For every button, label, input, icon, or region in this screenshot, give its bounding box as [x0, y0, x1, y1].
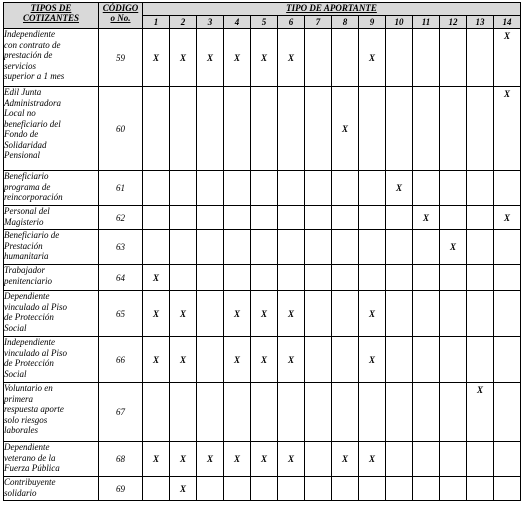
- aportante-empty-cell: [224, 383, 251, 442]
- aportante-empty-cell: [494, 442, 521, 477]
- aportante-empty-cell: [413, 291, 440, 337]
- cotizante-type-line: vinculado al Piso: [4, 301, 67, 312]
- code-cell: 59: [99, 29, 143, 87]
- aportante-empty-cell: [413, 383, 440, 442]
- aportante-empty-cell: [467, 337, 494, 383]
- aportante-empty-cell: [359, 171, 386, 206]
- aportante-column-header: 10: [386, 16, 413, 29]
- cotizante-type-line: programa de: [4, 181, 51, 192]
- cotizante-type-cell: [4, 171, 99, 206]
- aportante-empty-cell: [386, 206, 413, 230]
- cotizante-type-cell: [4, 291, 99, 337]
- aportante-mark-x: X: [251, 29, 278, 87]
- aportante-empty-cell: [467, 29, 494, 87]
- aportante-empty-cell: [143, 171, 170, 206]
- code-cell: 64: [99, 265, 143, 291]
- aportante-empty-cell: [413, 265, 440, 291]
- cotizante-type-line: Beneficiario: [4, 171, 49, 181]
- cotizante-type-line: solidario: [4, 487, 37, 498]
- code-cell: 61: [99, 171, 143, 206]
- aportante-empty-cell: [359, 230, 386, 265]
- code-cell: 69: [99, 477, 143, 501]
- code-cell: 68: [99, 442, 143, 477]
- aportante-empty-cell: [440, 171, 467, 206]
- cotizante-type-line: servicios: [4, 60, 36, 71]
- aportante-mark-x: X: [143, 265, 170, 291]
- aportante-empty-cell: [359, 477, 386, 501]
- cotizante-type-line: Local no: [4, 108, 36, 118]
- aportante-column-header: 9: [359, 16, 386, 29]
- aportante-empty-cell: [332, 337, 359, 383]
- cotizantes-table: [3, 2, 521, 501]
- aportante-empty-cell: [494, 265, 521, 291]
- aportante-empty-cell: [197, 171, 224, 206]
- aportante-mark-x: X: [224, 442, 251, 477]
- aportante-empty-cell: [305, 87, 332, 171]
- cotizante-type-cell: [4, 87, 99, 171]
- aportante-column-header: 14: [494, 16, 521, 29]
- cotizante-type-line: Fuerza Pública: [4, 463, 60, 473]
- cotizante-type-line: primera: [4, 393, 33, 404]
- aportante-empty-cell: [413, 230, 440, 265]
- table-header: [4, 3, 521, 29]
- aportante-empty-cell: [305, 383, 332, 442]
- aportante-empty-cell: [440, 206, 467, 230]
- cotizante-type-line: Trabajador: [4, 265, 46, 275]
- aportante-empty-cell: [494, 383, 521, 442]
- aportante-mark-x: X: [143, 337, 170, 383]
- aportante-empty-cell: [359, 265, 386, 291]
- aportante-column-header: 2: [170, 16, 197, 29]
- aportante-mark-x: X: [143, 291, 170, 337]
- code-cell: 67: [99, 383, 143, 442]
- cotizante-type-line: Personal del: [4, 206, 50, 216]
- aportante-empty-cell: [467, 265, 494, 291]
- aportante-empty-cell: [332, 477, 359, 501]
- aportante-empty-cell: [332, 171, 359, 206]
- table-row: [4, 337, 521, 383]
- aportante-empty-cell: [332, 291, 359, 337]
- aportante-empty-cell: [143, 477, 170, 501]
- aportante-empty-cell: [413, 442, 440, 477]
- tipos-header-line1: TIPOS DE: [30, 3, 72, 13]
- cotizante-type-cell: [4, 265, 99, 291]
- cotizante-type-line: Solidaridad: [4, 139, 47, 150]
- aportante-empty-cell: [332, 265, 359, 291]
- cotizante-type-line: Beneficiario de: [4, 230, 60, 240]
- table-row: [4, 230, 521, 265]
- aportante-empty-cell: [440, 442, 467, 477]
- cotizante-type-cell: [4, 29, 99, 87]
- aportante-empty-cell: [224, 87, 251, 171]
- aportante-column-header: 4: [224, 16, 251, 29]
- aportante-mark-x: X: [170, 337, 197, 383]
- cotizante-type-line: veterano de la: [4, 452, 56, 463]
- cotizante-type-line: Voluntario en: [4, 383, 53, 393]
- aportante-empty-cell: [170, 265, 197, 291]
- aportante-empty-cell: [386, 383, 413, 442]
- cotizante-type-line: respuesta aporte: [4, 404, 64, 414]
- aportante-empty-cell: [413, 477, 440, 501]
- aportante-empty-cell: [494, 230, 521, 265]
- aportante-mark-x: X: [494, 206, 521, 230]
- aportante-empty-cell: [332, 206, 359, 230]
- table-row: [4, 206, 521, 230]
- aportante-empty-cell: [278, 87, 305, 171]
- aportante-mark-x: X: [170, 29, 197, 87]
- aportante-empty-cell: [251, 87, 278, 171]
- cotizante-type-line: laborales: [4, 425, 39, 435]
- aportante-mark-x: X: [170, 442, 197, 477]
- aportante-mark-x: X: [170, 291, 197, 337]
- aportante-empty-cell: [467, 87, 494, 171]
- aportante-mark-x: X: [143, 29, 170, 87]
- table-row: [4, 383, 521, 442]
- aportante-empty-cell: [305, 442, 332, 477]
- aportante-column-header: 1: [143, 16, 170, 29]
- aportante-empty-cell: [386, 442, 413, 477]
- cotizante-type-line: penitenciario: [4, 275, 52, 286]
- cotizante-type-line: prestación de: [4, 50, 53, 60]
- cotizante-type-line: solo riesgos: [4, 414, 48, 425]
- aportante-column-header: 7: [305, 16, 332, 29]
- aportante-empty-cell: [251, 230, 278, 265]
- aportante-empty-cell: [305, 265, 332, 291]
- cotizante-type-line: Pensional: [4, 150, 40, 160]
- code-cell: 62: [99, 206, 143, 230]
- aportante-empty-cell: [170, 383, 197, 442]
- aportante-empty-cell: [197, 477, 224, 501]
- aportante-empty-cell: [224, 171, 251, 206]
- aportante-empty-cell: [386, 230, 413, 265]
- aportante-mark-x: X: [359, 337, 386, 383]
- aportante-empty-cell: [386, 265, 413, 291]
- aportante-mark-x: X: [359, 442, 386, 477]
- aportante-mark-x: X: [224, 337, 251, 383]
- aportante-mark-x: X: [224, 29, 251, 87]
- aportante-mark-x: X: [278, 29, 305, 87]
- aportante-mark-x: X: [386, 171, 413, 206]
- aportante-empty-cell: [467, 477, 494, 501]
- aportante-mark-x: X: [278, 337, 305, 383]
- aportante-mark-x: X: [170, 477, 197, 501]
- aportante-empty-cell: [224, 477, 251, 501]
- cotizante-type-line: Prestación: [4, 240, 43, 251]
- aportante-column-header: 3: [197, 16, 224, 29]
- table-body: [4, 29, 521, 501]
- aportante-empty-cell: [386, 477, 413, 501]
- aportante-mark-x: X: [251, 291, 278, 337]
- aportante-empty-cell: [386, 87, 413, 171]
- aportante-empty-cell: [332, 383, 359, 442]
- aportante-empty-cell: [170, 171, 197, 206]
- aportante-empty-cell: [413, 29, 440, 87]
- aportante-mark-x: X: [332, 442, 359, 477]
- aportante-empty-cell: [143, 230, 170, 265]
- table-row: [4, 265, 521, 291]
- aportante-mark-x: X: [359, 29, 386, 87]
- aportante-empty-cell: [467, 291, 494, 337]
- code-cell: 66: [99, 337, 143, 383]
- aportante-empty-cell: [467, 206, 494, 230]
- aportante-empty-cell: [467, 230, 494, 265]
- aportante-empty-cell: [440, 291, 467, 337]
- aportante-empty-cell: [278, 230, 305, 265]
- aportante-empty-cell: [305, 291, 332, 337]
- aportante-mark-x: X: [278, 291, 305, 337]
- tipos-header-line2: COTIZANTES: [22, 13, 79, 23]
- aportante-empty-cell: [440, 383, 467, 442]
- aportante-empty-cell: [467, 442, 494, 477]
- aportante-empty-cell: [251, 265, 278, 291]
- aportante-empty-cell: [197, 291, 224, 337]
- cotizante-type-line: de Protección: [4, 358, 54, 368]
- cotizante-type-line: Independiente: [4, 29, 55, 39]
- aportante-empty-cell: [494, 291, 521, 337]
- aportante-empty-cell: [197, 230, 224, 265]
- cotizante-type-line: Dependiente: [4, 291, 50, 301]
- table-row: [4, 291, 521, 337]
- aportante-empty-cell: [251, 477, 278, 501]
- cotizante-type-line: superior a 1 mes: [4, 71, 65, 81]
- cotizante-type-line: Edil Junta: [4, 87, 42, 97]
- aportante-empty-cell: [170, 230, 197, 265]
- codigo-header: [99, 3, 143, 29]
- cotizante-type-line: de Protección: [4, 312, 54, 322]
- codigo-header-line2: o No.: [110, 13, 131, 23]
- cotizante-type-line: reincorporación: [4, 192, 63, 202]
- cotizante-type-line: Administradora: [4, 97, 62, 108]
- aportante-empty-cell: [305, 29, 332, 87]
- cotizante-type-line: Fondo de: [4, 129, 39, 139]
- aportante-empty-cell: [332, 29, 359, 87]
- aportante-mark-x: X: [332, 87, 359, 171]
- cotizante-type-cell: [4, 337, 99, 383]
- aportante-empty-cell: [494, 171, 521, 206]
- aportante-empty-cell: [251, 171, 278, 206]
- aportante-empty-cell: [170, 206, 197, 230]
- code-cell: 65: [99, 291, 143, 337]
- aportante-empty-cell: [170, 87, 197, 171]
- aportante-empty-cell: [143, 206, 170, 230]
- aportante-empty-cell: [440, 29, 467, 87]
- cotizantes-table-wrapper: [3, 2, 521, 501]
- cotizante-type-cell: [4, 442, 99, 477]
- aportante-empty-cell: [197, 87, 224, 171]
- aportante-empty-cell: [332, 230, 359, 265]
- aportante-empty-cell: [305, 206, 332, 230]
- table-row: [4, 171, 521, 206]
- aportante-empty-cell: [440, 87, 467, 171]
- aportante-empty-cell: [305, 337, 332, 383]
- aportante-mark-x: X: [494, 29, 521, 87]
- aportante-column-header: 8: [332, 16, 359, 29]
- table-row: [4, 442, 521, 477]
- aportante-empty-cell: [224, 230, 251, 265]
- aportante-empty-cell: [143, 87, 170, 171]
- codigo-header-line1: CÓDIGO: [102, 3, 139, 13]
- aportante-empty-cell: [197, 265, 224, 291]
- cotizante-type-line: Independiente: [4, 337, 55, 347]
- aportante-mark-x: X: [251, 337, 278, 383]
- aportante-empty-cell: [440, 265, 467, 291]
- aportante-mark-x: X: [359, 291, 386, 337]
- cotizante-type-line: vinculado al Piso: [4, 347, 67, 358]
- cotizante-type-cell: [4, 383, 99, 442]
- aportante-empty-cell: [278, 265, 305, 291]
- cotizante-type-line: humanitaria: [4, 251, 49, 261]
- aportante-empty-cell: [386, 291, 413, 337]
- aportante-column-header: 5: [251, 16, 278, 29]
- cotizante-type-line: Magisterio: [4, 216, 44, 227]
- cotizante-type-line: Dependiente: [4, 442, 50, 452]
- code-cell: 60: [99, 87, 143, 171]
- aportante-empty-cell: [440, 477, 467, 501]
- aportante-empty-cell: [278, 383, 305, 442]
- cotizante-type-cell: [4, 206, 99, 230]
- tipos-cotizantes-header: [4, 3, 99, 29]
- aportante-empty-cell: [251, 383, 278, 442]
- aportante-column-header: 6: [278, 16, 305, 29]
- cotizante-type-line: Social: [4, 368, 27, 379]
- table-row: [4, 87, 521, 171]
- cotizante-type-line: Contribuyente: [4, 477, 56, 487]
- aportante-empty-cell: [359, 87, 386, 171]
- aportante-empty-cell: [278, 171, 305, 206]
- aportante-empty-cell: [386, 29, 413, 87]
- aportante-mark-x: X: [224, 291, 251, 337]
- tipo-aportante-header: TIPO DE APORTANTE: [143, 3, 521, 16]
- cotizante-type-line: beneficiario del: [4, 118, 61, 129]
- aportante-empty-cell: [305, 230, 332, 265]
- aportante-empty-cell: [278, 206, 305, 230]
- aportante-mark-x: X: [197, 442, 224, 477]
- aportante-column-header: 12: [440, 16, 467, 29]
- aportante-empty-cell: [413, 337, 440, 383]
- aportante-empty-cell: [359, 383, 386, 442]
- aportante-column-header: 13: [467, 16, 494, 29]
- aportante-mark-x: X: [467, 383, 494, 442]
- aportante-empty-cell: [305, 477, 332, 501]
- cotizante-type-cell: [4, 477, 99, 501]
- aportante-empty-cell: [413, 171, 440, 206]
- aportante-empty-cell: [494, 337, 521, 383]
- aportante-empty-cell: [440, 337, 467, 383]
- aportante-empty-cell: [224, 265, 251, 291]
- aportante-empty-cell: [305, 171, 332, 206]
- aportante-empty-cell: [494, 477, 521, 501]
- aportante-mark-x: X: [278, 442, 305, 477]
- aportante-empty-cell: [143, 383, 170, 442]
- aportante-mark-x: X: [143, 442, 170, 477]
- aportante-empty-cell: [197, 337, 224, 383]
- aportante-empty-cell: [278, 477, 305, 501]
- aportante-mark-x: X: [440, 230, 467, 265]
- aportante-mark-x: X: [197, 29, 224, 87]
- aportante-mark-x: X: [251, 442, 278, 477]
- aportante-column-header: 11: [413, 16, 440, 29]
- table-row: [4, 477, 521, 501]
- table-row: [4, 29, 521, 87]
- aportante-mark-x: X: [494, 87, 521, 171]
- code-cell: 63: [99, 230, 143, 265]
- aportante-mark-x: X: [413, 206, 440, 230]
- cotizante-type-line: Social: [4, 322, 27, 333]
- aportante-empty-cell: [413, 87, 440, 171]
- aportante-empty-cell: [359, 206, 386, 230]
- aportante-empty-cell: [197, 206, 224, 230]
- aportante-empty-cell: [467, 171, 494, 206]
- aportante-empty-cell: [251, 206, 278, 230]
- aportante-empty-cell: [386, 337, 413, 383]
- aportante-empty-cell: [224, 206, 251, 230]
- cotizante-type-cell: [4, 230, 99, 265]
- aportante-empty-cell: [197, 383, 224, 442]
- cotizante-type-line: con contrato de: [4, 39, 61, 50]
